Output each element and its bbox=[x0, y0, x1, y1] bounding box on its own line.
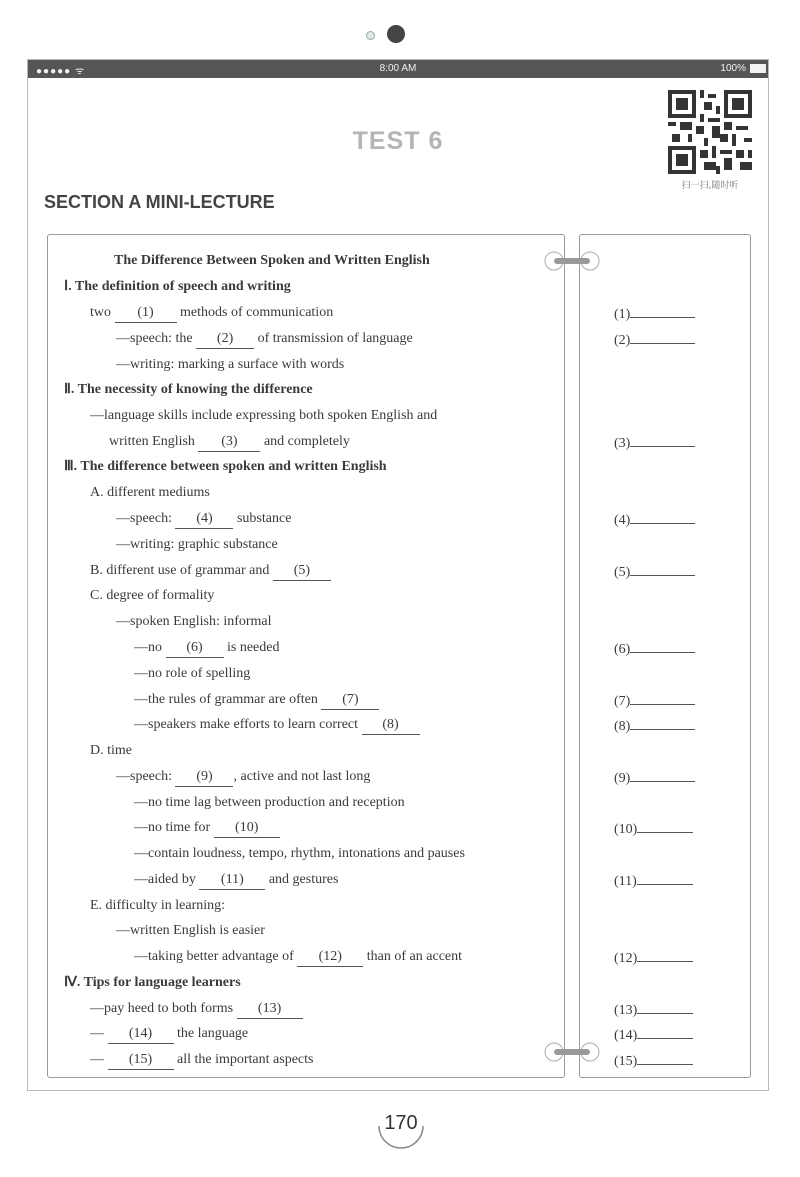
answer-slot-3[interactable]: (3) bbox=[614, 433, 695, 453]
outline-line: —pay heed to both forms (13) bbox=[90, 1000, 303, 1019]
status-bar bbox=[28, 60, 768, 78]
answer-slot-4[interactable]: (4) bbox=[614, 510, 695, 530]
outline-line: —writing: graphic substance bbox=[116, 537, 278, 552]
blank-12: (12) bbox=[297, 948, 363, 967]
status-time: 8:00 AM bbox=[379, 63, 417, 74]
outline-heading-1: Ⅰ. The definition of speech and writing bbox=[64, 279, 291, 294]
answer-slot-11[interactable]: (11) bbox=[614, 871, 693, 891]
outline-line: —no time for (10) bbox=[134, 819, 280, 838]
blank-15: (15) bbox=[108, 1051, 174, 1070]
outline-line: C. degree of formality bbox=[90, 588, 215, 603]
qr-code-icon[interactable] bbox=[668, 90, 752, 174]
outline-line: —speech: the (2) of transmission of language bbox=[116, 330, 413, 349]
outline-line: —no time lag between production and reception bbox=[134, 795, 405, 810]
answer-slot-13[interactable]: (13) bbox=[614, 1000, 693, 1020]
outline-line: —spoken English: informal bbox=[116, 614, 272, 629]
binder-ring-icon bbox=[542, 250, 602, 272]
outline-line: —aided by (11) and gestures bbox=[134, 871, 338, 890]
blank-6: (6) bbox=[166, 639, 224, 658]
outline-line: —language skills include expressing both spoken English and bbox=[90, 408, 438, 423]
blank-4: (4) bbox=[175, 510, 233, 529]
battery-level: 100% bbox=[720, 63, 746, 74]
answer-slot-9[interactable]: (9) bbox=[614, 768, 695, 788]
camera-sensor bbox=[366, 31, 375, 40]
outline-line: — (15) all the important aspects bbox=[90, 1051, 313, 1070]
binder-ring-icon bbox=[542, 1041, 602, 1063]
outline-line: two (1) methods of communication bbox=[90, 304, 333, 323]
outline-line: —contain loudness, tempo, rhythm, intonations and pauses bbox=[134, 846, 465, 861]
outline-line: —writing: marking a surface with words bbox=[116, 357, 345, 372]
answer-slot-7[interactable]: (7) bbox=[614, 691, 695, 711]
answer-slot-14[interactable]: (14) bbox=[614, 1025, 693, 1045]
section-heading: SECTION A MINI-LECTURE bbox=[44, 192, 275, 212]
outline-line: —the rules of grammar are often (7) bbox=[134, 691, 379, 710]
camera-lens bbox=[387, 25, 405, 43]
outline-line: —speech: (9) , active and not last long bbox=[116, 768, 370, 787]
blank-14: (14) bbox=[108, 1025, 174, 1044]
blank-5: (5) bbox=[273, 562, 331, 581]
answer-slot-8[interactable]: (8) bbox=[614, 716, 695, 736]
answer-slot-12[interactable]: (12) bbox=[614, 948, 693, 968]
answer-slot-5[interactable]: (5) bbox=[614, 562, 695, 582]
outline-line: E. difficulty in learning: bbox=[90, 898, 226, 913]
answer-slot-1[interactable]: (1) bbox=[614, 304, 695, 324]
outline-line: —speakers make efforts to learn correct (8) bbox=[134, 716, 420, 735]
outline-line: written English (3) and completely bbox=[109, 433, 350, 452]
blank-10: (10) bbox=[214, 819, 280, 838]
blank-9: (9) bbox=[175, 768, 233, 787]
blank-3: (3) bbox=[198, 433, 260, 452]
outline-line: D. time bbox=[90, 743, 132, 758]
blank-2: (2) bbox=[196, 330, 254, 349]
answer-slot-15[interactable]: (15) bbox=[614, 1051, 693, 1071]
signal-wifi-icon: ●●●●● ᯤ bbox=[36, 66, 86, 77]
outline-line: —no role of spelling bbox=[134, 666, 251, 681]
blank-1: (1) bbox=[115, 304, 177, 323]
answer-slot-10[interactable]: (10) bbox=[614, 819, 693, 839]
page-number: 170 bbox=[384, 1112, 418, 1134]
outline-line: — (14) the language bbox=[90, 1025, 248, 1044]
outline-line: A. different mediums bbox=[90, 485, 210, 500]
outline-heading-3: Ⅲ. The difference between spoken and written English bbox=[64, 459, 387, 474]
outline-line: —written English is easier bbox=[116, 923, 265, 938]
test-title: TEST 6 bbox=[352, 127, 444, 155]
lecture-heading: The Difference Between Spoken and Written English bbox=[114, 253, 430, 268]
device-screen bbox=[27, 59, 769, 1091]
outline-line: B. different use of grammar and (5) bbox=[90, 562, 331, 581]
outline-line: —no (6) is needed bbox=[134, 639, 279, 658]
blank-8: (8) bbox=[362, 716, 420, 735]
blank-13: (13) bbox=[237, 1000, 303, 1019]
outline-heading-2: Ⅱ. The necessity of knowing the difference bbox=[64, 382, 313, 397]
blank-7: (7) bbox=[321, 691, 379, 710]
outline-line: —taking better advantage of (12) than of an accent bbox=[134, 948, 462, 967]
outline-line: —speech: (4) substance bbox=[116, 510, 291, 529]
qr-caption: 扫一扫,随时听 bbox=[681, 181, 739, 191]
outline-heading-4: Ⅳ. Tips for language learners bbox=[64, 975, 241, 990]
answer-slot-2[interactable]: (2) bbox=[614, 330, 695, 350]
blank-11: (11) bbox=[199, 871, 265, 890]
answer-slot-6[interactable]: (6) bbox=[614, 639, 695, 659]
battery-icon bbox=[750, 64, 766, 73]
